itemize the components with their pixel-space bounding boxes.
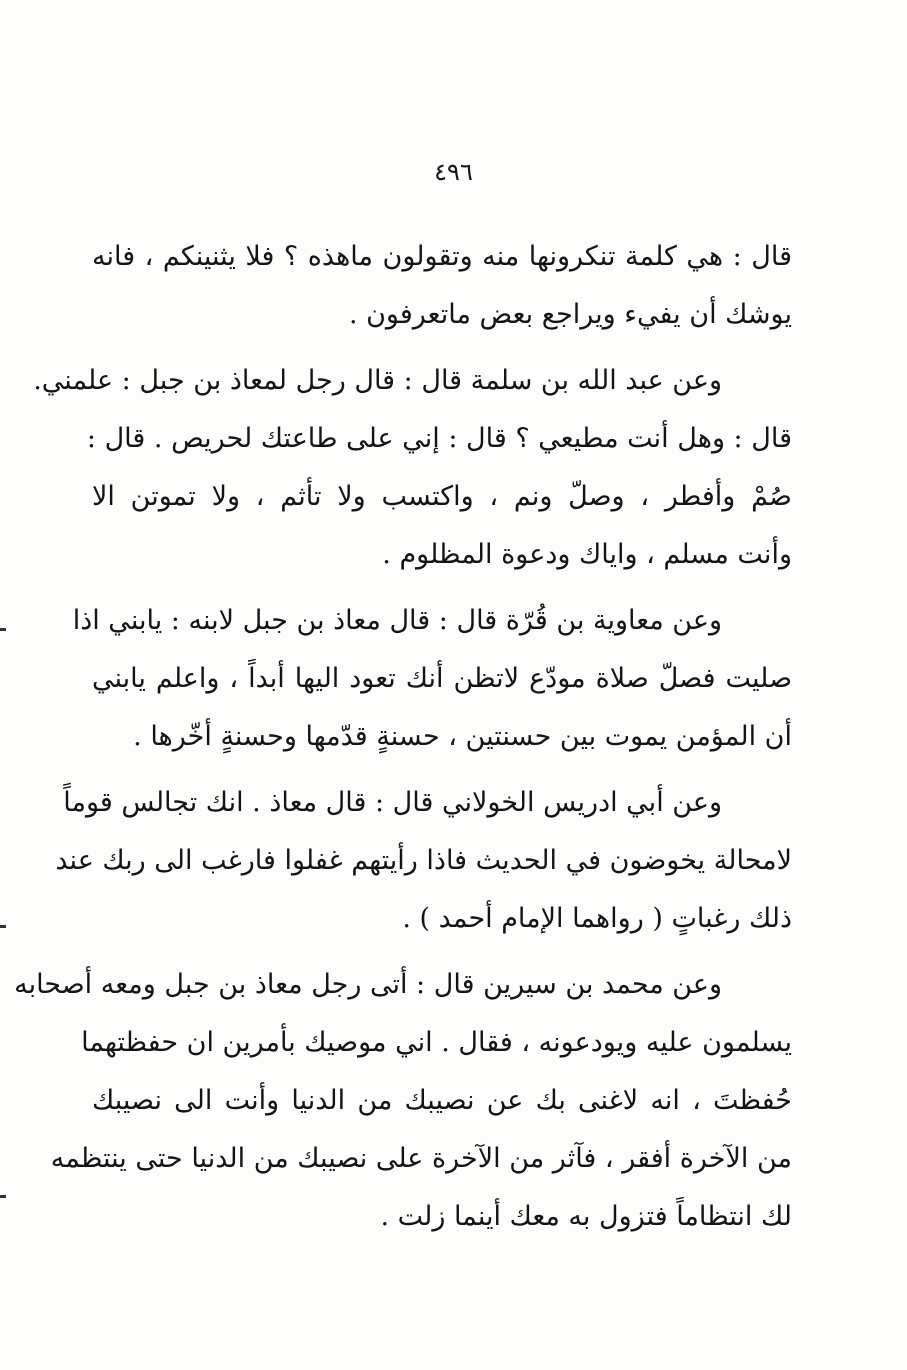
page-number: ٤٩٦ — [434, 158, 473, 186]
text-line: حُفظتَ ، انه لاغنى بك عن نصيبك من الدنيا وأنت الى نصيبك — [92, 1085, 792, 1116]
body-text — [14, 228, 792, 1254]
paragraph — [55, 774, 792, 948]
paragraph — [33, 352, 792, 584]
paragraph — [92, 228, 792, 344]
scan-margin-mark — [0, 925, 6, 928]
paragraph — [14, 956, 792, 1246]
text-line: صليت فصلّ صلاة مودّع لاتظن أنك تعود اليها أبداً ، واعلم يابني — [92, 663, 792, 694]
paragraph — [72, 592, 792, 766]
text-line: وعن محمد بن سيرين قال : أتى رجل معاذ بن جبل ومعه أصحابه — [14, 969, 722, 1000]
text-line: لامحالة يخوضون في الحديث فاذا رأيتهم غفلوا فارغب الى ربك عند — [55, 845, 792, 876]
scan-margin-mark — [0, 628, 6, 631]
text-line: أن المؤمن يموت بين حسنتين ، حسنةٍ قدّمها وحسنةٍ أخّرها . — [133, 721, 792, 752]
text-line: يسلمون عليه ويودعونه ، فقال . اني موصيك بأمرين ان حفظتهما — [81, 1027, 792, 1058]
text-line: صُمْ وأفطر ، وصلّ ونم ، واكتسب ولا تأثم ، ولا تموتن الا — [92, 481, 792, 512]
text-line: لك انتظاماً فتزول به معك أينما زلت . — [380, 1201, 792, 1232]
text-line: وأنت مسلم ، واياك ودعوة المظلوم . — [382, 539, 792, 570]
text-line: وعن معاوية بن قُرّة قال : قال معاذ بن جبل لابنه : يابني اذا — [72, 605, 722, 636]
text-line: قال : هي كلمة تنكرونها منه وتقولون ماهذه ؟ فلا يثنينكم ، فانه — [92, 241, 792, 272]
text-line: وعن عبد الله بن سلمة قال : قال رجل لمعاذ بن جبل : علمني. — [33, 365, 722, 396]
text-line: من الآخرة أفقر ، فآثر من الآخرة على نصيبك من الدنيا حتى ينتظمه — [50, 1143, 792, 1174]
text-line: وعن أبي ادريس الخولاني قال : قال معاذ . انك تجالس قوماً — [63, 787, 722, 818]
scan-margin-mark — [0, 1195, 6, 1198]
text-line: ذلك رغباتٍ ( رواهما الإمام أحمد ) . — [402, 903, 792, 934]
text-line: قال : وهل أنت مطيعي ؟ قال : إني على طاعتك لحريص . قال : — [86, 423, 792, 454]
text-line: يوشك أن يفيء ويراجع بعض ماتعرفون . — [348, 299, 792, 330]
